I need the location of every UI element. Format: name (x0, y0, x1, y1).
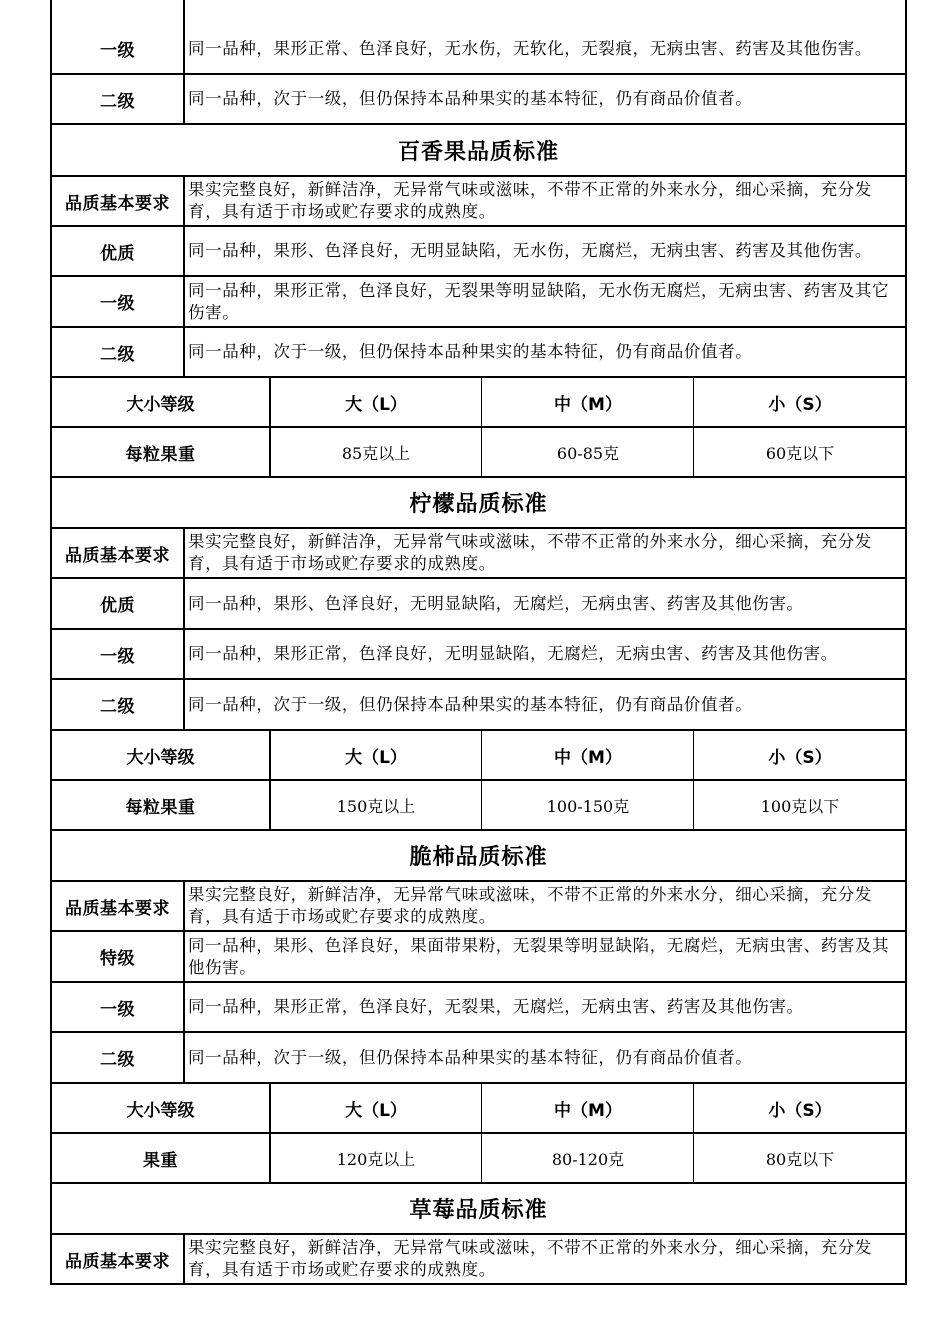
persimmon-title: 脆柿品质标准 (409, 845, 548, 870)
persimmon-weight-medium: 80-120克 (551, 1149, 625, 1169)
grid-line (50, 73, 907, 75)
lemon-grade1-label: 一级 (100, 646, 135, 667)
passion-premium-description: 同一品种，果形、色泽良好，无明显缺陷，无水伤，无腐烂，无病虫害、药害及其他伤害。 (188, 241, 872, 260)
lemon-title: 柠檬品质标准 (409, 492, 548, 517)
persimmon-basic-label: 品质基本要求 (65, 898, 170, 919)
grid-line (50, 426, 907, 428)
passion-weight-small: 60克以下 (765, 443, 835, 463)
lemon-size-large: 大（L） (345, 747, 407, 768)
passion-grade2-description: 同一品种，次于一级，但仍保持本品种果实的基本特征，仍有商品价值者。 (188, 342, 753, 361)
grid-line (50, 678, 907, 680)
lemon-weight-large: 150克以上 (336, 796, 416, 816)
lemon-size-small: 小（S） (768, 747, 832, 768)
grid-line (50, 779, 907, 781)
passion-grade1-description: 同一品种，果形正常，色泽良好，无裂果等明显缺陷，无水伤无腐烂，无病虫害、药害及其它伤害。 (188, 280, 890, 322)
lemon-basic-description: 果实完整良好，新鲜洁净，无异常气味或滋味，不带不正常的外来水分，细心采摘，充分发育，具有适于市场或贮存要求的成熟度。 (188, 532, 872, 573)
lemon-grade2-label: 二级 (100, 697, 135, 717)
passion-size-small: 小（S） (768, 394, 832, 415)
lemon-size-medium: 中（M） (554, 747, 622, 768)
grid-line (50, 123, 907, 125)
grid-line (50, 829, 907, 831)
grid-line (50, 527, 907, 529)
passion-basic-description: 果实完整良好，新鲜洁净，无异常气味或滋味，不带不正常的外来水分，细心采摘，充分发育，具有适于市场或贮存要求的成熟度。 (188, 180, 872, 221)
grid-line (50, 1182, 907, 1184)
persimmon-size-medium: 中（M） (554, 1100, 622, 1121)
passion-fruit-title: 百香果品质标准 (397, 139, 559, 165)
persimmon-weight-label: 果重 (143, 1150, 178, 1171)
grid-line (50, 577, 907, 579)
grade1-description: 同一品种，果形正常、色泽良好，无水伤，无软化，无裂痕，无病虫害、药害及其他伤害。 (188, 38, 872, 58)
strawberry-title: 草莓品质标准 (409, 1198, 548, 1223)
passion-basic-label: 品质基本要求 (65, 193, 170, 214)
lemon-grade1-description: 同一品种，果形正常，色泽良好，无明显缺陷，无腐烂，无病虫害、药害及其他伤害。 (188, 644, 838, 663)
persimmon-size-small: 小（S） (768, 1100, 832, 1121)
strawberry-basic-description: 果实完整良好，新鲜洁净，无异常气味或滋味，不带不正常的外来水分，细心采摘，充分发育，具有适于市场或贮存要求的成熟度。 (188, 1238, 872, 1279)
grid-line (50, 225, 907, 227)
passion-weight-medium: 60-85克 (556, 443, 620, 463)
lemon-grade2-description: 同一品种，次于一级，但仍保持本品种果实的基本特征，仍有商品价值者。 (188, 694, 753, 714)
grid-line (50, 930, 907, 932)
grade2-label: 二级 (100, 91, 135, 112)
lemon-weight-label: 每粒果重 (125, 797, 196, 818)
persimmon-grade2-description: 同一品种，次于一级，但仍保持本品种果实的基本特征，仍有商品价值者。 (188, 1047, 753, 1067)
persimmon-size-label: 大小等级 (126, 1100, 195, 1121)
passion-grade1-label: 一级 (100, 294, 135, 314)
grid-line (50, 1233, 907, 1235)
lemon-basic-label: 品质基本要求 (65, 545, 170, 566)
lemon-premium-description: 同一品种，果形、色泽良好，无明显缺陷，无腐烂，无病虫害、药害及其他伤害。 (188, 593, 804, 613)
grid-line (50, 729, 907, 731)
grid-line (50, 376, 907, 378)
lemon-size-label: 大小等级 (126, 747, 195, 768)
grid-line (50, 628, 907, 630)
persimmon-grade1-description: 同一品种，果形正常，色泽良好，无裂果，无腐烂，无病虫害、药害及其他伤害。 (188, 997, 804, 1016)
grid-line (50, 981, 907, 983)
passion-grade2-label: 二级 (100, 344, 135, 365)
grade1-label: 一级 (100, 41, 135, 61)
strawberry-basic-label: 品质基本要求 (65, 1251, 170, 1272)
grid-line (183, 1234, 185, 1285)
persimmon-size-large: 大（L） (345, 1100, 407, 1121)
grid-line (50, 1283, 907, 1285)
lemon-weight-medium: 100-150克 (546, 796, 630, 816)
passion-weight-large: 85克以上 (341, 443, 411, 463)
grid-line (50, 1132, 907, 1134)
grade2-description: 同一品种，次于一级，但仍保持本品种果实的基本特征，仍有商品价值者。 (188, 89, 753, 108)
grid-line (50, 0, 52, 1285)
passion-size-large: 大（L） (345, 394, 407, 415)
passion-size-medium: 中（M） (554, 394, 622, 415)
persimmon-special-label: 特级 (100, 949, 135, 969)
grid-line (50, 275, 907, 277)
passion-premium-label: 优质 (100, 243, 135, 264)
persimmon-grade2-label: 二级 (100, 1050, 135, 1070)
passion-size-label: 大小等级 (126, 394, 195, 415)
persimmon-grade1-label: 一级 (100, 999, 135, 1020)
grid-line (50, 175, 907, 177)
grid-line (50, 880, 907, 882)
lemon-premium-label: 优质 (100, 596, 135, 616)
persimmon-special-description: 同一品种，果形、色泽良好，果面带果粉，无裂果等明显缺陷，无腐烂，无病虫害、药害及其他伤害。 (188, 935, 890, 977)
lemon-weight-small: 100克以下 (760, 796, 840, 816)
persimmon-basic-description: 果实完整良好，新鲜洁净，无异常气味或滋味，不带不正常的外来水分，细心采摘，充分发育，具有适于市场或贮存要求的成熟度。 (188, 885, 872, 926)
grid-line (905, 0, 907, 1285)
grid-line (50, 1031, 907, 1033)
persimmon-weight-large: 120克以上 (336, 1149, 416, 1169)
passion-weight-label: 每粒果重 (125, 444, 196, 465)
grid-line (183, 0, 185, 124)
grid-line (50, 326, 907, 328)
grid-line (50, 1082, 907, 1084)
grid-line (50, 476, 907, 478)
persimmon-weight-small: 80克以下 (765, 1149, 835, 1169)
